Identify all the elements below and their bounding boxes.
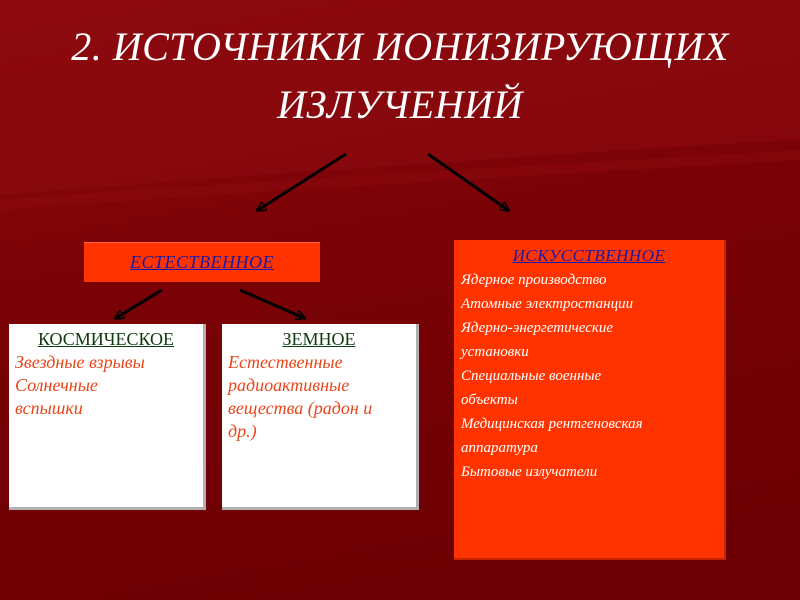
earth-line: др.) — [228, 421, 257, 441]
earth-line: Естественные — [228, 352, 343, 372]
artificial-line: Специальные военные — [461, 368, 602, 384]
earth-heading: ЗЕМНОЕ — [282, 329, 356, 349]
arrow-to-natural — [258, 154, 346, 210]
artificial-line: Атомные электростанции — [461, 296, 634, 312]
artificial-line: установки — [461, 344, 529, 360]
natural-source-label: ЕСТЕСТВЕННОЕ — [129, 252, 274, 272]
earth-line: радиоактивные — [228, 375, 350, 395]
cosmic-line: Солнечные — [15, 375, 98, 395]
artificial-line: Ядерное производство — [461, 272, 607, 288]
artificial-line: Медицинская рентгеновская — [461, 416, 643, 432]
arrow-to-earth — [240, 290, 304, 318]
cosmic-line: Звездные взрывы — [15, 352, 145, 372]
cosmic-heading: КОСМИЧЕСКОЕ — [37, 329, 175, 349]
artificial-heading: ИСКУССТВЕННОЕ — [512, 246, 666, 265]
artificial-source-box — [454, 240, 726, 560]
title-line-1: 2. ИСТОЧНИКИ ИОНИЗИРУЮЩИХ — [71, 24, 729, 69]
artificial-line: Бытовые излучатели — [461, 464, 598, 480]
arrow-to-artificial — [428, 154, 508, 210]
earth-source-box — [222, 324, 419, 510]
natural-source-box — [84, 242, 320, 282]
artificial-line: аппаратура — [461, 440, 538, 456]
artificial-line: объекты — [461, 392, 518, 408]
earth-line: вещества (радон и — [228, 398, 373, 418]
cosmic-line: вспышки — [15, 398, 83, 418]
arrow-to-cosmic — [116, 290, 162, 318]
artificial-line: Ядерно-энергетические — [461, 320, 614, 336]
title-line-2: ИЗЛУЧЕНИЙ — [277, 82, 523, 127]
cosmic-source-box — [9, 324, 206, 510]
